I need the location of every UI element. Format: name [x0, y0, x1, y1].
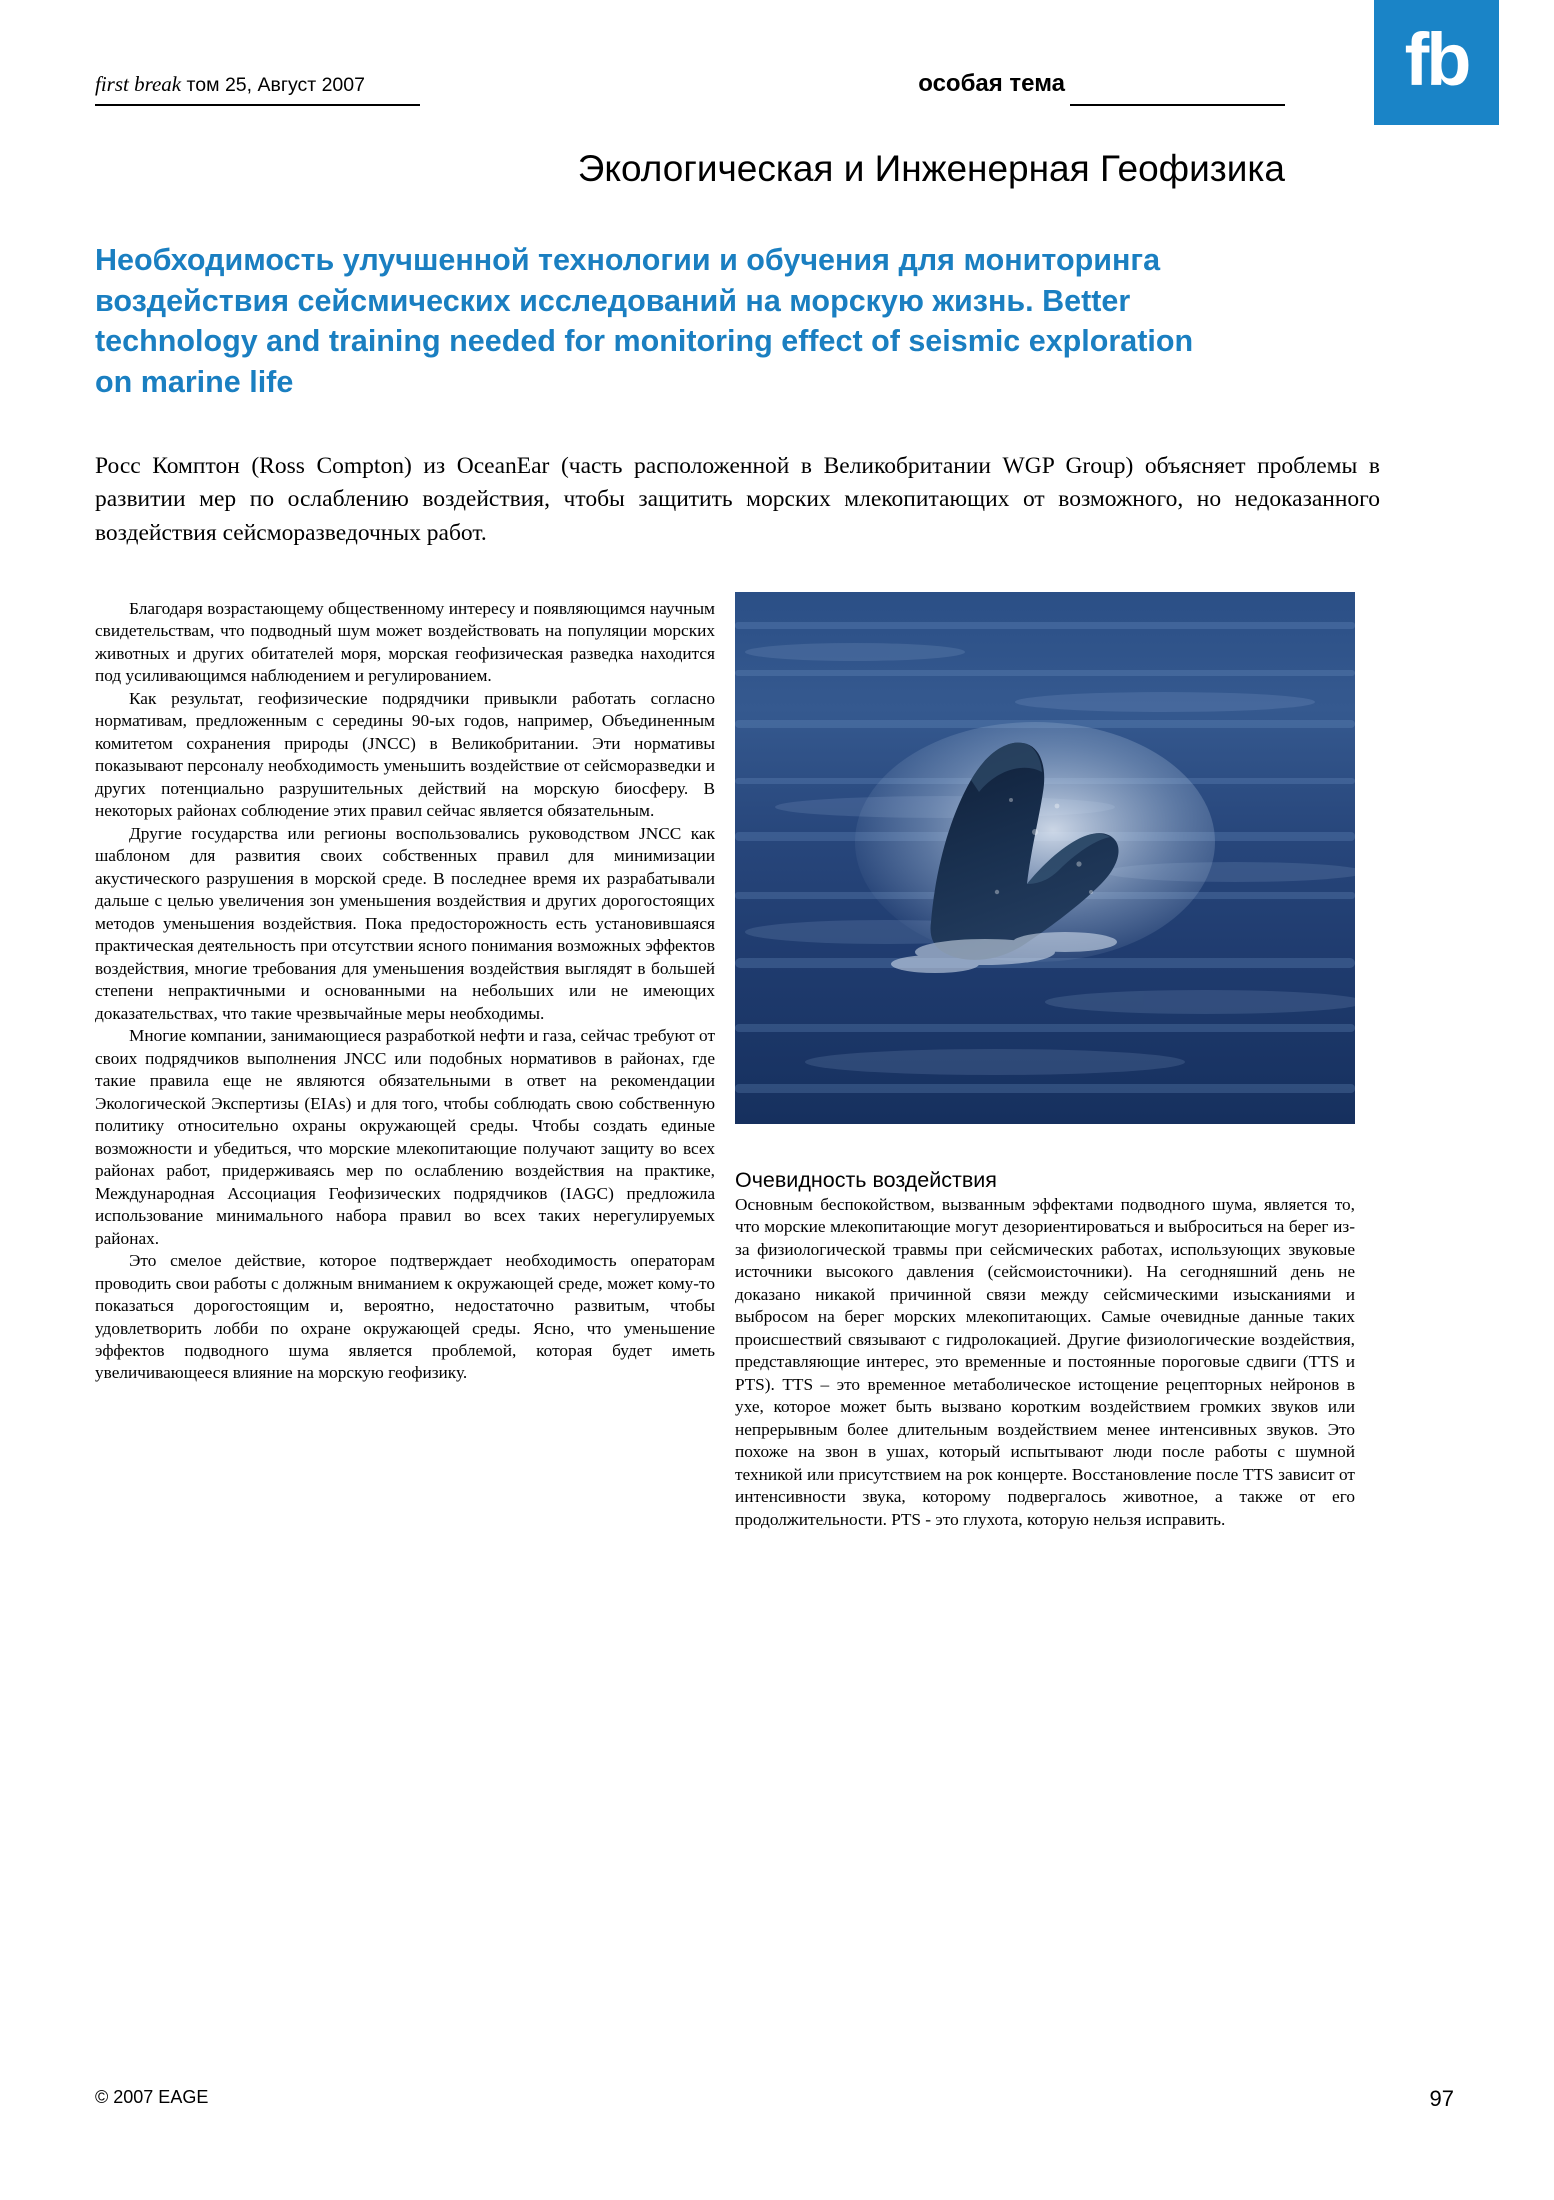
- journal-name: first break: [95, 72, 182, 96]
- paragraph: Благодаря возрастающему общественному интересу и появляющимся научным свидетельствам, что подводный шум может воздействовать на популяции морских животных и других обитателей моря, морская геофизическая разведка находится под усиливающимся наблюдением и регулированием.: [95, 599, 715, 686]
- journal-logo-text: fb: [1404, 17, 1469, 101]
- page-header: [95, 72, 1295, 108]
- journal-issue-line: [95, 72, 365, 97]
- article-headline-ru: Необходимость улучшенной технологии и обучения для мониторинга воздействия сейсмических исследований на морскую жизнь.: [95, 243, 1161, 318]
- journal-logo: [1374, 0, 1499, 125]
- paragraph: Это смелое действие, которое подтверждает необходимость операторам проводить свои работы с должным вниманием к окружающей среде, может кому-то показаться дорогостоящим и, вероятно, недостаточно развитым, чтобы удовлетворить лобби по охране окружающей среды. Ясно, что уменьшение эффектов подводного шума является проблемой, которая будет иметь увеличивающееся влияние на морскую геофизику.: [95, 1251, 715, 1383]
- paragraph: Основным беспокойством, вызванным эффектами подводного шума, является то, что морские млекопитающие могут дезориентироваться и выброситься на берег из-за физиологической травмы при сейсмических работах, использующих звуковые источники высокого давления (сейсмоисточники). На сегодняшний день не доказано никакой причинной связи между сейсмическими изысканиями и выбросом на берег морских млекопитающих. Самые очевидные данные таких происшествий связывают с гидролокацией. Другие физиологические воздействия, представляющие интерес, это временные и постоянные пороговые сдвиги (TTS и PTS). TTS – это временное метаболическое истощение рецепторных нейронов в ухе, которое может быть вызвано коротким воздействием громких звуков или непрерывным более длительным воздействием менее интенсивных звуков. Это похоже на звон в ушах, который испытывают люди после работы с шумной техникой или присутствием на рок концерте. Восстановление после TTS зависит от интенсивности звука, которому подвергалось животное, а также от его продолжительности. PTS - это глухота, которую нельзя исправить.: [735, 1195, 1355, 1529]
- article-photo: [735, 592, 1355, 1124]
- body-column-left: [95, 598, 715, 1385]
- journal-volume: том 25, Август 2007: [181, 74, 365, 96]
- copyright-notice: © 2007 EAGE: [95, 2087, 209, 2107]
- section-title: Экологическая и Инженерная Геофизика: [577, 148, 1285, 189]
- paragraph: Другие государства или регионы воспользовались руководством JNCC как шаблоном для развития своих собственных правил для минимизации акустического разрушения в морской среде. В последнее время их разрабатывали дальше с целью увеличения зон уменьшения воздействия и других дорогостоящих методов уменьшения воздействия. Пока предосторожность есть установившаяся практическая деятельность при отсутствии ясного понимания возможных эффектов воздействия, многие требования для уменьшения воздействия выглядят в большей степени непрактичными и основанными на небольших или не имеющих доказательствах, что такие чрезвычайные меры необходимы.: [95, 823, 715, 1023]
- header-divider-gap: [420, 104, 1070, 106]
- body-column-right: [735, 1160, 1355, 1531]
- page-number: 97: [1429, 2086, 1454, 2111]
- article-headline: [95, 240, 1235, 402]
- article-headline-en: Better technology and training needed for monitoring effect of seismic exploration on marine life: [95, 283, 1194, 399]
- section-tag: особая тема: [918, 70, 1065, 97]
- paragraph: Многие компании, занимающиеся разработкой нефти и газа, сейчас требуют от своих подрядчиков выполнения JNCC или подобных нормативов в районах, где такие правила еще не являются обязательными в ответ на рекомендации Экологической Экспертизы (EIAs) и для того, чтобы соблюдать свою собственную политику относительно охраны окружающей среды. Чтобы создать единые возможности и убедиться, что морские млекопитающие получают защиту во всех районах работ, придерживаясь мер по ослаблению воздействия на практике, Международная Ассоциация Геофизических подрядчиков (IAGC) предложила использование минимального набора правил во всех таких нерегулируемых районах.: [95, 1026, 716, 1248]
- section-subheading: Очевидность воздействия: [735, 1168, 997, 1192]
- whale-tail-photo-graphic: [735, 592, 1355, 1124]
- article-standfirst: Росс Комптон (Ross Compton) из OceanEar (часть расположенной в Великобритании WGP Group) объясняет проблемы в развитии мер по ослаблению воздействия, чтобы защитить морских млекопитающих от возможного, но недоказанного воздействия сейсморазведочных работ.: [95, 453, 1380, 546]
- paragraph: Как результат, геофизические подрядчики привыкли работать согласно нормативам, предложенным с середины 90-ых годов, например, Объединенным комитетом сохранения природы (JNCC) в Великобритании. Эти нормативы показывают персоналу необходимость уменьшить воздействие от сейсморазведки и других потенциально разрушительных действий на морскую биосферу. В некоторых районах соблюдение этих правил сейчас является обязательным.: [95, 688, 715, 821]
